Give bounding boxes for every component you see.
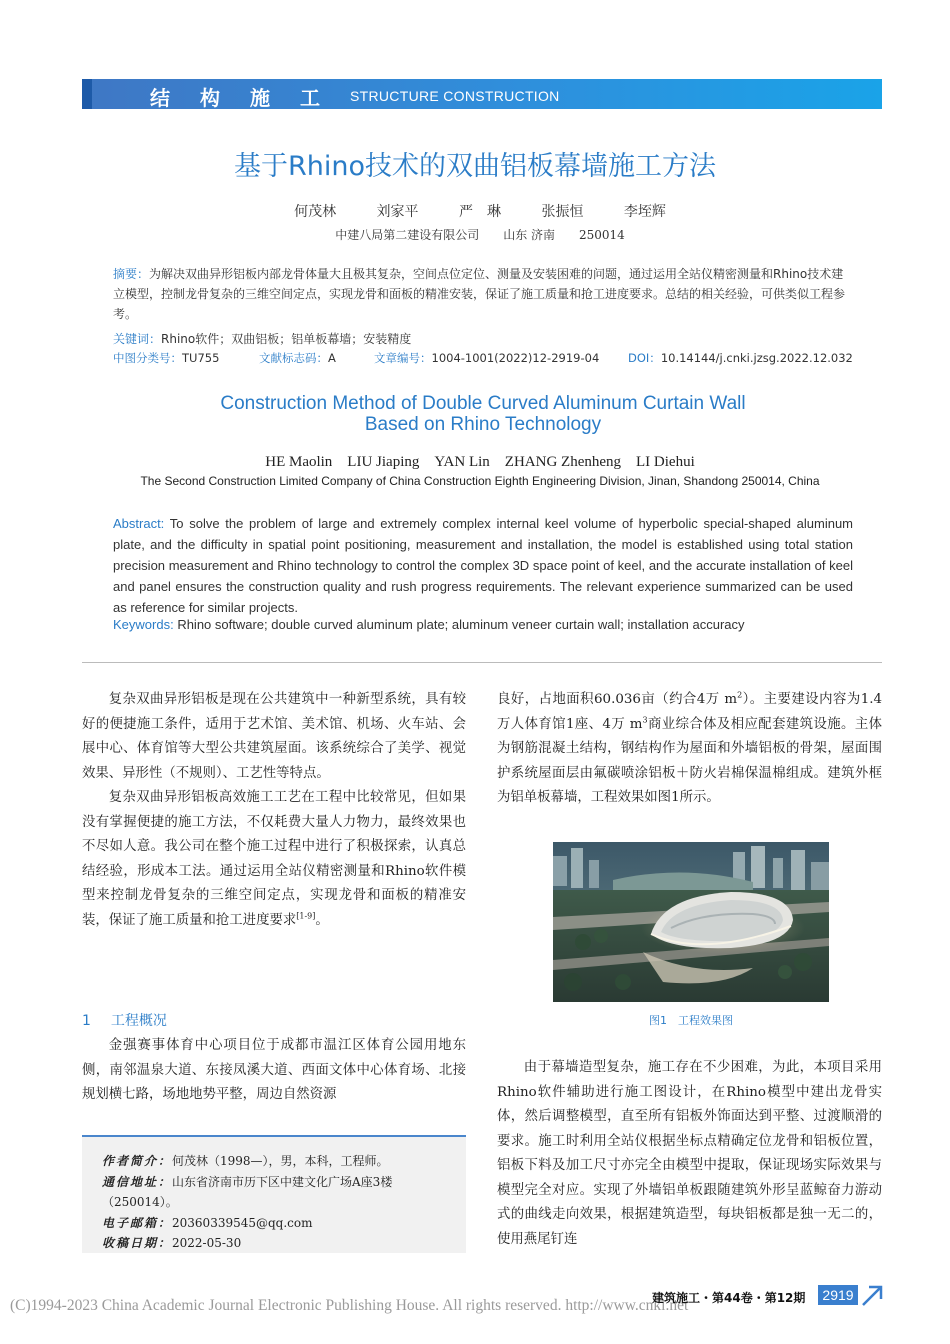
keywords-en-label: Keywords: <box>113 617 174 632</box>
doi-value[interactable]: 10.14144/j.cnki.jzsg.2022.12.032 <box>660 351 853 365</box>
classification-line <box>113 348 853 368</box>
abstract-en <box>113 513 853 618</box>
author-address <box>102 1172 454 1213</box>
author-name: 张振恒 <box>541 204 584 220</box>
doi-label: DOI： <box>628 351 661 365</box>
body-text: 商业综合体及相应配套建筑设施。主体为钢筋混凝土结构，钢结构作为屋面和外墙铝板的骨架，屋面围护系统屋面层由氟碳喷涂铝板＋防火岩棉保温棉组成。建筑外框为铝单板幕墙，工程效果如图1所示。 <box>497 716 882 805</box>
author-name: 何茂林 <box>294 204 337 220</box>
keywords-en-text: Rhino software; double curved aluminum plate; aluminum veneer curtain wall; installation accuracy <box>173 617 745 632</box>
cnki-watermark: (C)1994-2023 China Academic Journal Electronic Publishing House. All rights reserved. http://www.cnki.net <box>10 1297 689 1314</box>
body-paragraph <box>82 786 466 933</box>
affiliation-en: The Second Construction Limited Company of China Construction Eighth Engineering Division, Jinan, Shandong 250014, China <box>140 474 820 488</box>
abstract-cn <box>113 264 853 324</box>
keywords-cn <box>113 329 853 349</box>
journal-issue: 建筑施工・第44卷・第12期 <box>652 1291 806 1305</box>
body-text: 良好，占地面积60.036亩（约合4万 m <box>497 692 738 707</box>
keywords-label: 关键词： <box>113 332 162 346</box>
paper-title-cn: 基于Rhino技术的双曲铝板幕墙施工方法 <box>233 151 716 182</box>
body-right-column <box>497 688 882 811</box>
body-left-column-cont <box>82 1034 466 1108</box>
corner-arrow-icon <box>860 1284 884 1308</box>
page-number: 2919 <box>818 1285 858 1305</box>
superscript: 3 <box>642 715 648 725</box>
body-text: ）。主要建设内容为1.4万人体育馆1座、4万 m <box>497 692 882 732</box>
abstract-text: 为解决双曲异形铝板内部龙骨体量大且极其复杂，空间点位定位、测量及安装困难的问题，通过运用全站仪精密测量和Rhino技术建立模型，控制龙骨复杂的三维空间定点，实现龙骨和面板的精准安装，保证了施工质量和抢工进度要求。总结的相关经验，可供类似工程参考。 <box>113 267 846 321</box>
author-name: 李垤辉 <box>623 204 666 220</box>
body-paragraph: 由于幕墙造型复杂，施工存在不少困难，为此，本项目采用Rhino软件辅助进行施工图设计，在Rhino模型中建出龙骨实体，然后调整模型，直至所有铝板外饰面达到平整、过渡顺滑的要求。施工时利用全站仪根据坐标点精确定位龙骨和铝板位置，铝板下料及加工尺寸亦完全由模型中提取，保证现场实际效果与模型完全对应。实现了外墙铝单板跟随建筑外形呈蓝鲸奋力游动式的曲线走向效果，根据建筑造型，每块铝板都是独一无二的，使用燕尾钉连 <box>497 1060 882 1247</box>
section-title: 工程概况 <box>110 1013 167 1029</box>
author-address-text: 山东省济南市历下区中建文化广场A座3楼（250014）。 <box>102 1174 393 1209</box>
body-paragraph: 金强赛事体育中心项目位于成都市温江区体育公园用地东侧，南邻温泉大道、东接凤溪大道、西面文体中心体育场、北接规划横七路，场地地势平整，周边自然资源 <box>82 1038 466 1102</box>
abstract-en-text: To solve the problem of large and extremely complex internal keel volume of hyperbolic special-shaped aluminum plate, and the difficulty in spatial point positioning, measurement and installation, the model is established using total station precision measurement and Rhino technology to control the complex 3D space point of keel, and the accurate installation of keel and panel ensures the construction quality and rush progress requirements. The relevant experience summarized can be used as reference for similar projects. <box>113 516 853 615</box>
keywords-text: Rhino软件；双曲铝板；铝单板幕墙；安装精度 <box>161 332 412 346</box>
paper-title-en-line1: Construction Method of Double Curved Aluminum Curtain Wall <box>220 393 746 414</box>
superscript: 2 <box>737 690 743 700</box>
author-list-cn <box>0 201 950 221</box>
body-text: 。 <box>315 912 329 928</box>
keywords-en <box>113 617 853 632</box>
received-date-text: 2022-05-30 <box>172 1236 242 1250</box>
author-name: 刘家平 <box>376 204 419 220</box>
author-email-text[interactable]: 20360339545@qq.com <box>172 1215 313 1230</box>
section-title-cn: 结构施工 <box>150 86 350 110</box>
author-address-label: 通信地址： <box>102 1174 173 1189</box>
body-paragraph <box>497 688 882 811</box>
affiliation-cn: 中建八局第二建设有限公司 山东 济南 250014 <box>335 228 625 242</box>
clc-value: TU755 <box>182 351 220 365</box>
paper-title-en <box>113 393 853 435</box>
author-email <box>102 1213 454 1234</box>
body-paragraph: 复杂双曲异形铝板是现在公共建筑中一种新型系统，具有较好的便捷施工条件，适用于艺术馆、美术馆、机场、火车站、会展中心、体育馆等大型公共建筑屋面。该系统综合了美学、视觉效果、异形性（不规则）、工艺性等特点。 <box>82 692 466 781</box>
divider <box>82 662 882 663</box>
section-header-tab <box>82 79 92 109</box>
section-title-en: STRUCTURE CONSTRUCTION <box>350 88 560 104</box>
author-bio-label: 作者简介： <box>102 1154 173 1168</box>
article-number-label: 文章编号： <box>374 351 432 365</box>
paper-title-en-line2: Based on Rhino Technology <box>364 414 602 435</box>
author-bio-text: 何茂林（1998—），男，本科，工程师。 <box>172 1154 389 1168</box>
received-date-label: 收稿日期： <box>102 1236 173 1250</box>
abstract-label: 摘要： <box>113 267 150 281</box>
citation-ref[interactable]: [1-9] <box>296 911 316 921</box>
author-bio <box>102 1151 454 1172</box>
section-heading-1 <box>82 1010 167 1030</box>
body-text: 复杂双曲异形铝板高效施工工艺在工程中比较常见，但如果没有掌握便捷的施工方法，不仅耗费大量人力物力，最终效果也不尽如人意。我公司在整个施工过程中进行了积极探索，认真总结经验，形成本工法。通过运用全站仪精密测量和Rhino软件模型来控制龙骨复杂的三维空间定点，实现龙骨和面板的精准安装，保证了施工质量和抢工进度要求 <box>82 790 466 928</box>
author-email-label: 电子邮箱： <box>102 1215 173 1230</box>
author-note-box <box>82 1137 466 1253</box>
abstract-en-label: Abstract: <box>113 516 165 531</box>
body-left-column <box>82 688 466 933</box>
clc-label: 中图分类号： <box>113 351 182 365</box>
section-number: 1 <box>82 1013 91 1029</box>
doc-code-label: 文献标志码： <box>259 351 328 365</box>
stadium-rendering-image <box>553 842 829 1002</box>
doc-code-value: A <box>328 351 336 365</box>
figure-1-caption: 图1 工程效果图 <box>649 1014 733 1027</box>
received-date <box>102 1233 454 1254</box>
figure-1-rendering <box>553 842 829 1002</box>
author-list-en: HE Maolin LIU Jiaping YAN Lin ZHANG Zhenheng LI Diehui <box>265 454 695 470</box>
author-name: 严 琳 <box>459 204 501 220</box>
article-number-value: 1004-1001(2022)12-2919-04 <box>431 351 600 365</box>
body-right-column-cont <box>497 1056 882 1252</box>
